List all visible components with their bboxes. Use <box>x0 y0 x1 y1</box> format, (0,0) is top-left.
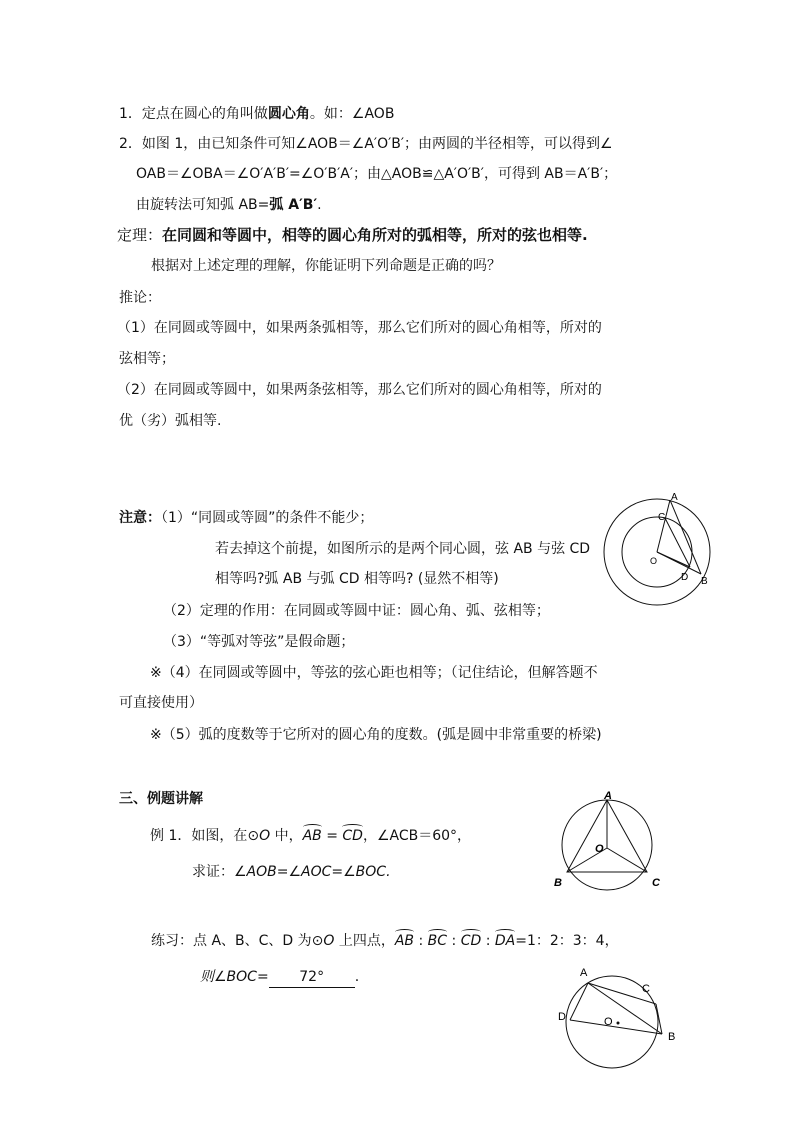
label-d: D <box>681 572 689 583</box>
chord-db <box>570 1020 662 1034</box>
note-line1b: 相等吗?弧 AB 与弧 CD 相等吗? (显然不相等) <box>215 571 499 587</box>
question-line: 根据对上述定理的理解，你能证明下列命题是正确的吗？ <box>151 258 501 274</box>
corollary-1-line2: 弦相等； <box>119 351 175 367</box>
note-line2: （2）定理的作用：在同圆或等圆中证：圆心角、弧、弦相等； <box>163 603 550 619</box>
example1-prove: 求证：∠AOB=∠AOC=∠BOC. <box>192 864 391 880</box>
arc-ab: AB <box>394 933 415 949</box>
note-line4a: ※（4）在同圆或等圆中，等弦的弦心距也相等；（记住结论，但解答题不 <box>150 665 598 681</box>
example1-statement: 例 1．如图，在⊙O 中，AB = CD，∠ACB＝60°， <box>150 828 472 844</box>
label-b: B <box>668 1031 676 1043</box>
arc-ab: AB <box>302 828 322 844</box>
four-point-circle-figure <box>552 962 682 1074</box>
label-a: A <box>604 790 612 802</box>
chord-ab <box>588 983 662 1034</box>
arc-da: DA <box>494 933 516 949</box>
center-dot <box>617 1022 620 1025</box>
label-b: B <box>554 877 562 889</box>
corollary-1-line1: （1）在同圆或等圆中，如果两条弧相等，那么它们所对的圆心角相等，所对的 <box>117 320 602 336</box>
label-a: A <box>671 492 678 503</box>
note-line5: ※（5）弧的度数等于它所对的圆心角的度数。(弧是圆中非常重要的桥梁) <box>150 727 602 743</box>
answer-blank: 72° <box>269 967 355 988</box>
corollary-2-line2: 优（劣）弧相等. <box>119 413 222 429</box>
practice-statement: 练习：点 A、B、C、D 为⊙O 上四点，AB : BC : CD : DA=1：2：3：4， <box>151 933 619 949</box>
note-line4b: 可直接使用） <box>119 695 203 711</box>
note-line3: （3）“等弧对等弦”是假命题； <box>163 634 355 650</box>
corollary-2-line1: （2）在同圆或等圆中，如果两条弦相等，那么它们所对的圆心角相等，所对的 <box>117 382 602 398</box>
p2-line1: 2．如图 1，由已知条件可知∠AOB＝∠A′O′B′；由两圆的半径相等，可以得到∠ <box>119 136 613 152</box>
label-c: C <box>652 877 660 889</box>
segment-ob <box>657 552 690 567</box>
chord-cd <box>665 518 690 567</box>
practice-answer: 则∠BOC= 72° . <box>200 967 359 988</box>
segment-oc <box>657 500 670 552</box>
label-o: O <box>650 556 658 566</box>
label-c: C <box>642 983 650 995</box>
arc-cd: CD <box>342 828 363 844</box>
arc-bc: BC <box>427 933 448 949</box>
inscribed-triangle-figure <box>550 788 670 896</box>
definition-line: 1．定点在圆心的角叫做圆心角。如：∠AOB <box>119 106 395 122</box>
arc-cd: CD <box>460 933 482 949</box>
p2-line3: 由旋转法可知弧 AB=弧 A′B′. <box>136 197 322 213</box>
note-line1a: 若去掉这个前提，如图所示的是两个同心圆，弦 AB 与弦 CD <box>215 541 591 557</box>
label-o: O <box>604 1016 613 1028</box>
note-line1: 注意：（1）“同圆或等圆”的条件不能少； <box>119 510 374 526</box>
label-c: C <box>658 512 666 523</box>
theorem: 定理：在同圆和等圆中，相等的圆心角所对的弧相等，所对的弦也相等. <box>117 226 588 244</box>
p2-line2: OAB＝∠OBA＝∠O′A′B′=∠O′B′A′；由△AOB≌△A′O′B′，可得到 AB＝A′B′； <box>136 166 618 182</box>
label-a: A <box>580 967 588 979</box>
label-b: B <box>701 576 708 587</box>
concentric-circles-figure <box>600 488 720 618</box>
label-d: D <box>558 1011 566 1023</box>
corollary-label: 推论： <box>119 290 161 306</box>
chord-ad <box>570 983 588 1020</box>
segment-oc <box>607 848 647 872</box>
section-title: 三、例题讲解 <box>119 791 203 807</box>
label-o: O <box>595 843 604 855</box>
